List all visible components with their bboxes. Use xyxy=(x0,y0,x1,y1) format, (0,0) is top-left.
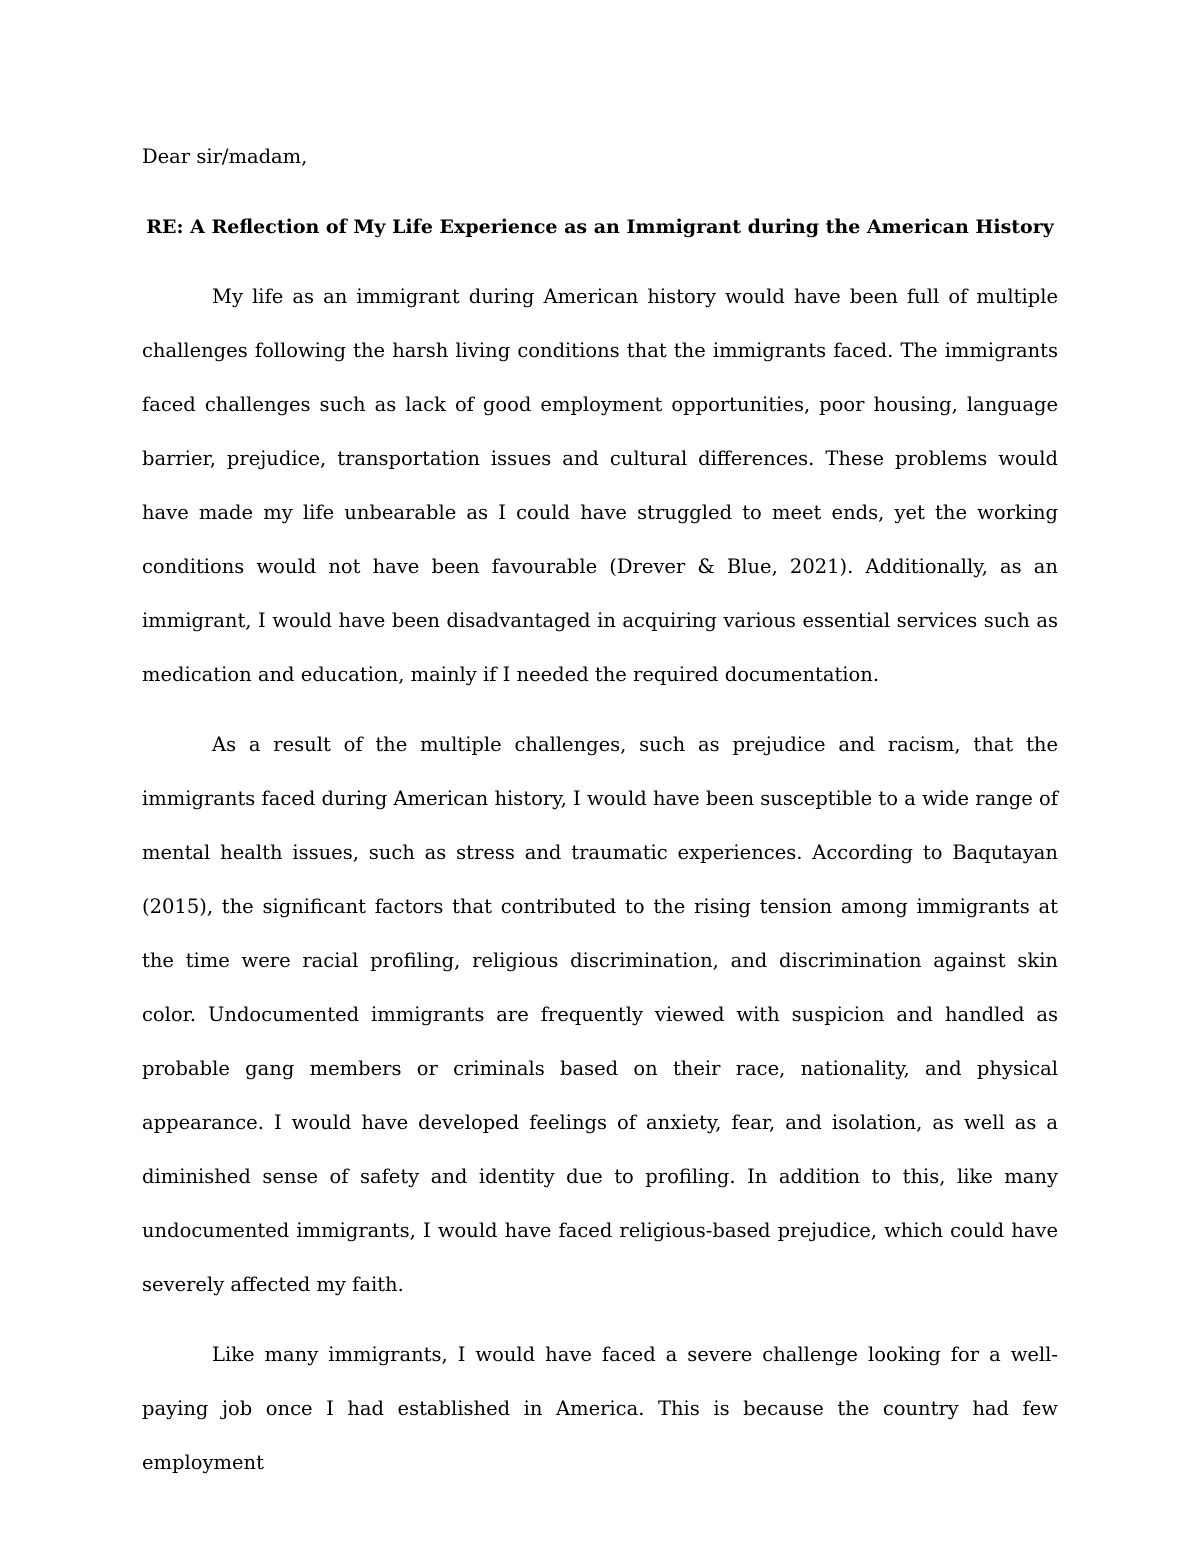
re-heading: RE: A Reflection of My Life Experience as an Immigrant during the American History xyxy=(146,216,1054,238)
body-paragraph-1: My life as an immigrant during American history would have been full of multiple challenges following the harsh living conditions that the immigrants faced. The immigrants faced challenges such as lack of good employment opportunities, poor housing, language barrier, prejudice, transportation issues and cultural differences. These problems would have made my life unbearable as I could have struggled to meet ends, yet the working conditions would not have been favourable (Drever & Blue, 2021). Additionally, as an immigrant, I would have been disadvantaged in acquiring various essential services such as medication and education, mainly if I needed the required documentation. xyxy=(142,285,1058,686)
letter-body xyxy=(142,270,1058,1490)
salutation: Dear sir/madam, xyxy=(142,145,308,168)
document-page xyxy=(142,130,1058,1490)
body-paragraph-3: Like many immigrants, I would have faced a severe challenge looking for a well-paying job once I had established in America. This is because the country had few employment xyxy=(142,1343,1058,1474)
body-paragraph-2: As a result of the multiple challenges, such as prejudice and racism, that the immigrants faced during American history, I would have been susceptible to a wide range of mental health issues, such as stress and traumatic experiences. According to Baqutayan (2015), the significant factors that contributed to the rising tension among immigrants at the time were racial profiling, religious discrimination, and discrimination against skin color. Undocumented immigrants are frequently viewed with suspicion and handled as probable gang members or criminals based on their race, nationality, and physical appearance. I would have developed feelings of anxiety, fear, and isolation, as well as a diminished sense of safety and identity due to profiling. In addition to this, like many undocumented immigrants, I would have faced religious-based prejudice, which could have severely affected my faith. xyxy=(142,733,1058,1296)
